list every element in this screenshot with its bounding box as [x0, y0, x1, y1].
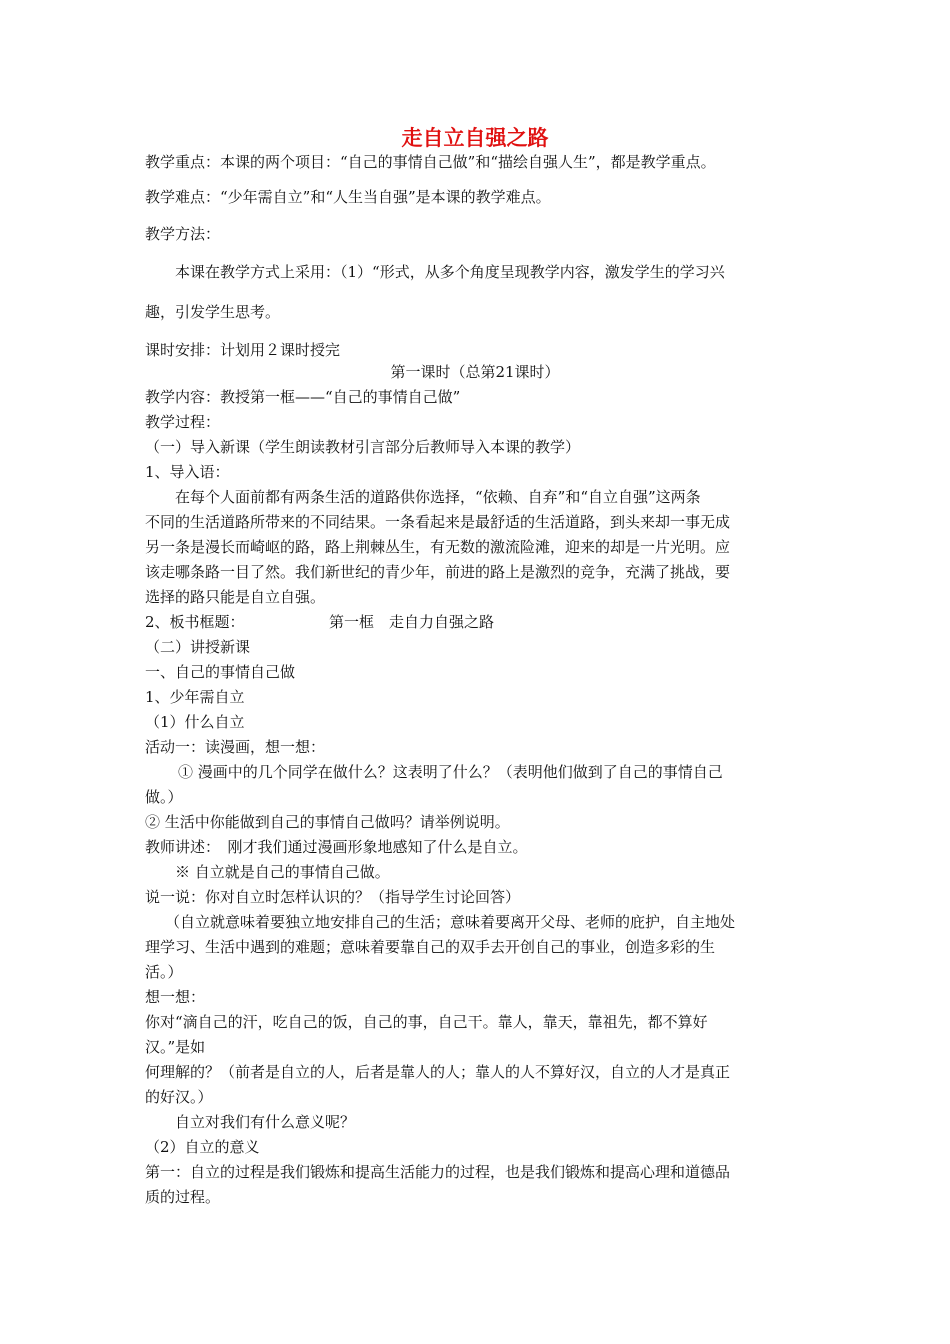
text-line: 第一课时（总第21课时） [390, 363, 560, 381]
text-line: 本课在教学方式上采用：（1）“形式，从多个角度呈现教学内容，激发学生的学习兴 [175, 263, 725, 281]
text-line: 做。） [145, 788, 183, 806]
text-line: 教学难点：“少年需自立”和“人生当自强”是本课的教学难点。 [145, 188, 551, 206]
text-line: （1）什么自立 [145, 713, 245, 731]
text-line: 教学方法： [145, 225, 221, 243]
text-line: 不同的生活道路所带来的不同结果。一条看起来是最舒适的生活道路，到头来却一事无成 [145, 513, 731, 531]
text-line: 趣，引发学生思考。 [145, 303, 281, 321]
text-line: 第一：自立的过程是我们锻炼和提高生活能力的过程，也是我们锻炼和提高心理和道德品 [145, 1163, 731, 1181]
text-line: 你对“滴自己的汗，吃自己的饭，自己的事，自己干。靠人，靠天，靠祖先，都不算好 [145, 1013, 708, 1031]
text-line: 理学习、生活中遇到的难题；意味着要靠自己的双手去开创自己的事业，创造多彩的生 [145, 938, 716, 956]
text-line: 说一说：你对自立时怎样认识的？（指导学生讨论回答） [145, 888, 521, 906]
text-line: 2、板书框题： [145, 613, 245, 631]
text-line: ※ 自立就是自己的事情自己做。 [175, 863, 390, 881]
text-line: 另一条是漫长而崎岖的路，路上荆棘丛生，有无数的激流险滩，迎来的却是一片光明。应 [145, 538, 731, 556]
text-line: （自立就意味着要独立地安排自己的生活；意味着要离开父母、老师的庇护，自主地处 [165, 913, 736, 931]
text-line: （一）导入新课（学生朗读教材引言部分后教师导入本课的教学） [145, 438, 581, 456]
text-line: 活动一：读漫画，想一想： [145, 738, 326, 756]
text-line: ① 漫画中的几个同学在做什么？这表明了什么？（表明他们做到了自己的事情自己 [178, 763, 723, 781]
text-line: 选择的路只能是自立自强。 [145, 588, 326, 606]
text-line: 教学过程： [145, 413, 221, 431]
text-line: ② 生活中你能做到自己的事情自己做吗？请举例说明。 [145, 813, 510, 831]
text-line: 第一框 走自力自强之路 [329, 613, 495, 631]
text-line: （2）自立的意义 [145, 1138, 260, 1156]
text-line: 的好汉。） [145, 1088, 213, 1106]
text-line: 该走哪条路一目了然。我们新世纪的青少年，前进的路上是激烈的竞争，充满了挑战，要 [145, 563, 731, 581]
text-line: 课时安排：计划用２课时授完 [145, 341, 341, 359]
text-line: 汉。”是如 [145, 1038, 206, 1056]
text-line: 一、自己的事情自己做 [145, 663, 296, 681]
text-line: 何理解的？（前者是自立的人，后者是靠人的人；靠人的人不算好汉，自立的人才是真正 [145, 1063, 731, 1081]
text-line: （二）讲授新课 [145, 638, 251, 656]
text-line: 自立对我们有什么意义呢？ [175, 1113, 356, 1131]
text-line: 质的过程。 [145, 1188, 221, 1206]
text-line: 在每个人面前都有两条生活的道路供你选择，“依赖、自弃”和“自立自强”这两条 [175, 488, 701, 506]
text-line: 教学内容：教授第一框——“自己的事情自己做” [145, 388, 461, 406]
text-line: 活。） [145, 963, 183, 981]
text-line: 教学重点：本课的两个项目：“自己的事情自己做”和“描绘自强人生”，都是教学重点。 [145, 153, 716, 171]
text-line: 教师讲述： 刚才我们通过漫画形象地感知了什么是自立。 [145, 838, 528, 856]
text-line: 想一想： [145, 988, 206, 1006]
document-title: 走自立自强之路 [401, 126, 549, 150]
text-line: 1、导入语： [145, 463, 230, 481]
text-line: 1、少年需自立 [145, 688, 245, 706]
